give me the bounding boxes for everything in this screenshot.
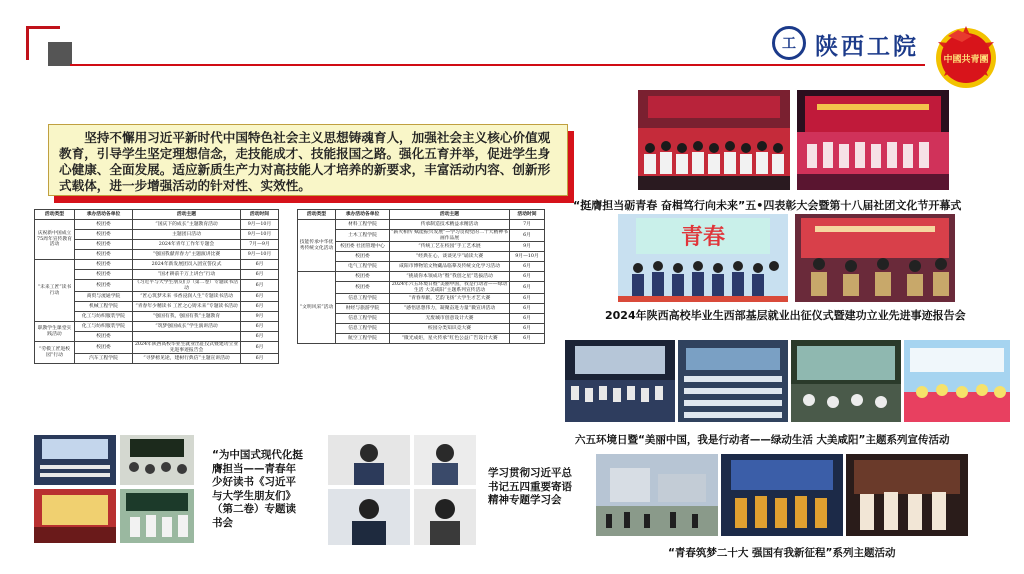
unit-cell: 校团委 bbox=[336, 272, 390, 282]
school-name: 陕西工院 bbox=[815, 34, 919, 60]
date-cell: 6月 bbox=[510, 314, 545, 324]
date-cell: 6月 bbox=[510, 324, 545, 334]
unit-cell: 校团委 bbox=[75, 332, 133, 342]
table-row bbox=[35, 220, 279, 230]
table-row bbox=[298, 220, 545, 230]
date-cell: 9月 bbox=[510, 242, 545, 252]
theme-cell: “青春奉献，艺韵飞扬”大学生才艺大赛 bbox=[390, 294, 510, 304]
unit-cell: 校团委 bbox=[75, 230, 133, 240]
study-session-photo-2 bbox=[414, 435, 476, 485]
unit-cell: 机械工程学院 bbox=[75, 302, 133, 312]
column-header: 承办活动各单位 bbox=[75, 210, 133, 220]
youth-dream-photo-2 bbox=[721, 454, 843, 536]
theme-cell: “青春年少精读书 工匠之心铸未来”专题读书活动 bbox=[133, 302, 241, 312]
communist-youth-league-emblem-icon bbox=[928, 18, 1004, 94]
theme-cell: 传承制造技术精益求精活动 bbox=[390, 220, 510, 230]
photo-banner-text: 青春 bbox=[680, 225, 726, 250]
date-cell: 9月—10月 bbox=[241, 250, 279, 260]
unit-cell: 信息工程学院 bbox=[336, 294, 390, 304]
table-row bbox=[35, 342, 279, 354]
theme-cell: “传统工艺在校园”手工艺术展 bbox=[390, 242, 510, 252]
theme-cell: 无废城市创意设计大赛 bbox=[390, 314, 510, 324]
date-cell: 6月 bbox=[510, 334, 545, 344]
table-row bbox=[35, 322, 279, 332]
column-header: 活动类型 bbox=[298, 210, 336, 220]
unit-cell: 化工与纺织服装学院 bbox=[75, 322, 133, 332]
ceremony-photo-stage bbox=[797, 90, 949, 190]
date-cell: 7月 bbox=[510, 220, 545, 230]
date-cell: 6月 bbox=[510, 272, 545, 282]
date-cell: 9月—10月 bbox=[241, 220, 279, 230]
date-cell: 9月—10月 bbox=[510, 252, 545, 262]
activity-table-left bbox=[34, 209, 279, 364]
date-cell: 6月 bbox=[241, 332, 279, 342]
table-row bbox=[298, 294, 545, 304]
theme-cell: 2024年陕西高校毕业生就业出征仪式暨建功立业先进事迹报告会 bbox=[133, 342, 241, 354]
column-header: 活动主题 bbox=[390, 210, 510, 220]
activity-type-cell: “劳模工匠进校园”行动 bbox=[35, 342, 75, 364]
unit-cell: 校团委 社团管理中心 bbox=[336, 242, 390, 252]
unit-cell: 财经与旅游学院 bbox=[336, 304, 390, 314]
reading-club-photo-2 bbox=[120, 435, 194, 485]
unit-cell: 信息工程学院 bbox=[336, 314, 390, 324]
unit-cell: 校团委 bbox=[75, 240, 133, 250]
unit-cell: 汽车工程学院 bbox=[75, 354, 133, 364]
table-row bbox=[298, 304, 545, 314]
university-seal-icon bbox=[772, 26, 806, 60]
theme-cell: 主题团日活动 bbox=[133, 230, 241, 240]
reading-club-photo-4 bbox=[120, 489, 194, 543]
theme-cell: “匠心筑梦未来 书香浸润人生”专题读书活动 bbox=[133, 292, 241, 302]
date-cell: 6月 bbox=[241, 354, 279, 364]
table-row bbox=[298, 324, 545, 334]
unit-cell: 电气工程学院 bbox=[336, 262, 390, 272]
environment-day-photo-2 bbox=[678, 340, 788, 422]
caption-may-fourth-ceremony: “挺膺担当砺青春 奋楫笃行向未来”五•四表彰大会暨第十八届社团文化节开幕式 bbox=[573, 199, 962, 212]
caption-reading-club: “为中国式现代化挺膺担当——青春年少好读书《习近平与大学生朋友们》（第二卷）专题读书会 bbox=[212, 449, 303, 529]
study-session-photo-1 bbox=[328, 435, 410, 485]
date-cell: 6月 bbox=[510, 262, 545, 272]
unit-cell: 航空工程学院 bbox=[336, 334, 390, 344]
activity-table-right bbox=[297, 209, 545, 344]
graduate-ceremony-photo-right bbox=[795, 214, 955, 302]
theme-cell: “筑梦强国成长”学生演讲活动 bbox=[133, 322, 241, 332]
unit-cell: 校团委 bbox=[336, 252, 390, 262]
unit-cell: 土木工程学院 bbox=[336, 230, 390, 242]
date-cell: 9月 bbox=[241, 312, 279, 322]
date-cell: 6月 bbox=[241, 322, 279, 332]
table-row bbox=[298, 334, 545, 344]
youth-dream-photo-1 bbox=[596, 454, 718, 536]
unit-cell: 校团委 bbox=[75, 280, 133, 292]
table-row bbox=[35, 260, 279, 270]
theme-cell: “国才耕前千万上讲台”行动 bbox=[133, 270, 241, 280]
table-row bbox=[298, 242, 545, 252]
date-cell: 6月 bbox=[510, 230, 545, 242]
header-rule bbox=[70, 64, 925, 66]
caption-youth-dream: “青春筑梦二十大 强国有我新征程”系列主题活动 bbox=[668, 547, 896, 559]
column-header: 活动主题 bbox=[133, 210, 241, 220]
theme-cell: 2024年新发展团员入团宣誓仪式 bbox=[133, 260, 241, 270]
environment-day-photo-1 bbox=[565, 340, 675, 422]
ceremony-photo-audience bbox=[638, 90, 790, 190]
theme-cell: 校园分类知识竞大赛 bbox=[390, 324, 510, 334]
reading-club-photo-3 bbox=[34, 489, 116, 543]
school-logo-letter: 工 bbox=[782, 36, 796, 52]
date-cell: 6月 bbox=[241, 292, 279, 302]
unit-cell: 材料工程学院 bbox=[336, 220, 390, 230]
date-cell: 6月 bbox=[510, 282, 545, 294]
date-cell: 6月 bbox=[241, 280, 279, 292]
theme-cell: 2024年青年工作年专题会 bbox=[133, 240, 241, 250]
unit-cell: 校团委 bbox=[336, 282, 390, 294]
unit-cell: 商贸与流通学院 bbox=[75, 292, 133, 302]
graduate-ceremony-photo-left bbox=[618, 214, 788, 302]
theme-cell: “经典在心，谈谈见字”诵读大赛 bbox=[390, 252, 510, 262]
theme-cell: “寻梦榜见途，建树行典信”主题宣讲活动 bbox=[133, 354, 241, 364]
unit-cell: 校团委 bbox=[75, 250, 133, 260]
league-badge-text: 中國共青團 bbox=[943, 55, 989, 65]
unit-cell: 信息工程学院 bbox=[336, 324, 390, 334]
caption-graduate-ceremony: 2024年陕西高校毕业生西部基层就业出征仪式暨建功立业先进事迹报告会 bbox=[605, 309, 966, 322]
date-cell: 6月 bbox=[510, 304, 545, 314]
unit-cell: 校团委 bbox=[75, 220, 133, 230]
theme-cell bbox=[133, 332, 241, 342]
column-header: 承办活动各单位 bbox=[336, 210, 390, 220]
study-session-photo-4 bbox=[414, 489, 476, 545]
column-header: 活动时间 bbox=[241, 210, 279, 220]
theme-cell: “感悟思想伟力，凝聚奋进力量”微宣讲活动 bbox=[390, 304, 510, 314]
table-row bbox=[298, 272, 545, 282]
activity-type-cell: 庆祝新中国成立75周年宣传教育活动 bbox=[35, 220, 75, 260]
unit-cell: 校团委 bbox=[75, 260, 133, 270]
theme-cell: “薪火相传 赋能振兴发展”—学习贯彻党的二十大精神书画作品展 bbox=[391, 230, 508, 241]
theme-cell: “挑战你本领成功”暨“我创之星”选拔活动 bbox=[390, 272, 510, 282]
table-row bbox=[298, 314, 545, 324]
date-cell: 7月—9月 bbox=[241, 240, 279, 250]
caption-environment-day: 六五环境日暨“美丽中国，我是行动者——绿动生活 大美咸阳”主题系列宣传活动 bbox=[575, 434, 950, 446]
date-cell: 6月 bbox=[510, 294, 545, 304]
corner-accent-block bbox=[48, 42, 72, 66]
date-cell: 9月—10月 bbox=[241, 230, 279, 240]
column-header: 活动类型 bbox=[35, 210, 75, 220]
activity-type-cell: “文明风采”活动 bbox=[298, 272, 336, 344]
theme-cell: “强国我献青春力”主题演讲比赛 bbox=[133, 250, 241, 260]
study-session-photo-3 bbox=[328, 489, 410, 545]
intro-statement: 坚持不懈用习近平新时代中国特色社会主义思想铸魂育人，加强社会主义核心价值观教育，引导学生坚定理想信念，走技能成才、技能报国之路。强化五育并举，促进学生身心健康、全面发展。适应新质生产力对高技能人才培养的新要求，丰富活动内容、创新形式载体，进一步增强活动的针对性、实效性。 bbox=[48, 124, 568, 196]
theme-cell: 2024年六五环境日暨“美丽中国，我是行动者——绿动生活 大美咸阳”主题系列宣传活动 bbox=[390, 282, 510, 294]
theme-cell: “国庆下的成长”主题教育活动 bbox=[133, 220, 241, 230]
theme-cell: 咸阳市博物馆文物藏品临摹及传统文化学习活动 bbox=[390, 262, 510, 272]
environment-day-photo-4 bbox=[904, 340, 1010, 422]
table-header-row bbox=[35, 210, 279, 220]
environment-day-photo-3 bbox=[791, 340, 901, 422]
activity-type-cell: 技能传承中华优秀传统文化活动 bbox=[298, 220, 336, 272]
theme-cell: “微光成炬，星火传承”红色公益广告设计大赛 bbox=[390, 334, 510, 344]
activity-type-cell: “未来工匠”读书行动 bbox=[35, 260, 75, 322]
table-header-row bbox=[298, 210, 545, 220]
theme-cell: 《习近平与大学生朋友们》（第二卷）专题读书活动 bbox=[133, 280, 241, 292]
theme-cell: “强国有我，强国有我”主题教育 bbox=[133, 312, 241, 322]
activity-type-cell: 职教学生课堂实践活动 bbox=[35, 322, 75, 342]
date-cell: 6月 bbox=[241, 342, 279, 354]
caption-study-session: 学习贯彻习近平总书记五四重要寄语精神专题学习会 bbox=[488, 467, 572, 506]
table-row bbox=[298, 230, 545, 242]
date-cell: 6月 bbox=[241, 302, 279, 312]
reading-club-photo-1 bbox=[34, 435, 116, 485]
date-cell: 6月 bbox=[241, 270, 279, 280]
table-row bbox=[298, 282, 545, 294]
youth-dream-photo-3 bbox=[846, 454, 968, 536]
date-cell: 6月 bbox=[241, 260, 279, 270]
table-row bbox=[298, 262, 545, 272]
table-row bbox=[298, 252, 545, 262]
unit-cell: 化工与纺织服装学院 bbox=[75, 312, 133, 322]
unit-cell: 校团委 bbox=[75, 342, 133, 354]
column-header: 活动时间 bbox=[510, 210, 545, 220]
unit-cell: 校团委 bbox=[75, 270, 133, 280]
